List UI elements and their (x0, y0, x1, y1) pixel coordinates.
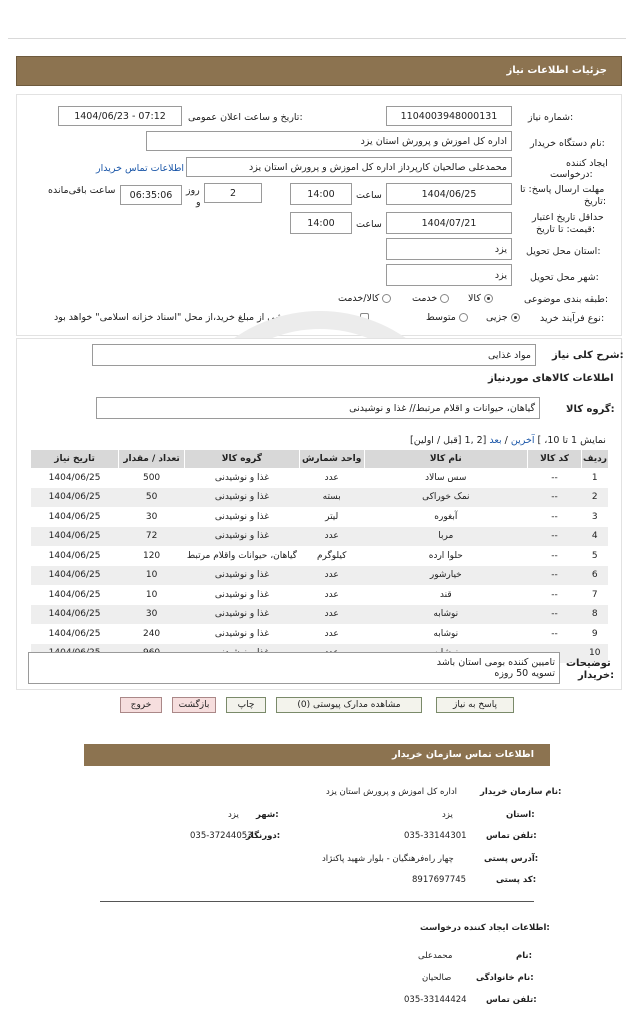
cell-row: 1 (591, 472, 598, 483)
cell-group: غذا و نوشیدنی (185, 527, 300, 547)
pagination-prev-first: [قبل / اولین] (410, 435, 462, 446)
creator-label-2: درخواست: (550, 169, 593, 180)
buyer-org-field: اداره کل اموزش و پرورش استان یزد (146, 131, 512, 151)
cell-unit: کیلوگرم (316, 550, 347, 561)
cell-date: 1404/06/25 (48, 628, 101, 639)
cell-code: -- (528, 488, 582, 508)
notes-label: توضیحات (566, 658, 611, 669)
validity-label-2: قیمت: تا تاریخ: (536, 224, 596, 235)
and-label: و (196, 197, 201, 208)
remaining-label: ساعت باقی‌مانده (48, 185, 116, 196)
cell-group: غذا و نوشیدنی (185, 488, 300, 508)
col-date: تاریخ نیاز (31, 450, 119, 468)
table-row (31, 605, 609, 625)
category-both-radio[interactable] (382, 294, 391, 303)
validity-date-field: 1404/07/21 (386, 212, 512, 234)
cell-unit: لیتر (325, 511, 339, 522)
cell-group: غذا و نوشیدنی (214, 628, 269, 639)
creator-name-label: نام: (516, 951, 533, 961)
deadline-time-field: 14:00 (290, 183, 352, 205)
cell-unit: عدد (299, 527, 364, 547)
city-label: شهر محل تحویل: (530, 272, 599, 283)
cell-unit: بسته (299, 488, 364, 508)
category-goods-option[interactable] (468, 293, 493, 304)
cell-unit: عدد (324, 589, 339, 600)
cell-row: 3 (591, 511, 598, 522)
contact-divider (100, 901, 534, 902)
creator-name: محمدعلی (418, 951, 453, 961)
cell-code: -- (551, 472, 558, 483)
cell-group: غذا و نوشیدنی (185, 605, 300, 625)
category-label: طبقه بندی موضوعی: (524, 294, 609, 305)
col-qty: تعداد / مقدار (119, 450, 185, 468)
process-label: نوع فرآیند خرید: (540, 313, 605, 324)
announce-label: تاریخ و ساعت اعلان عمومی: (188, 112, 303, 123)
days-field: 2 (204, 183, 262, 203)
cell-name: خیارشور (364, 566, 527, 586)
cell-qty: 10 (145, 589, 158, 600)
cell-code: -- (528, 566, 582, 586)
desc-label: شرح کلی نیاز: (552, 350, 624, 361)
contact-org: اداره کل اموزش و پرورش استان یزد (326, 787, 458, 797)
process-minor-radio[interactable] (511, 313, 520, 322)
category-both-label: کالا/خدمت (338, 293, 380, 304)
contact-org-label: نام سازمان خریدار: (480, 787, 562, 797)
contact-header (84, 744, 550, 766)
contact-info-link[interactable]: اطلاعات تماس خریدار (96, 163, 185, 174)
cell-qty: 120 (142, 550, 161, 561)
contact-province: یزد (442, 810, 453, 820)
cell-row: 9 (591, 628, 598, 639)
creator-phone-label: تلفن تماس: (486, 995, 537, 1005)
cell-unit: عدد (299, 605, 364, 625)
table-row (31, 468, 609, 488)
cell-row: 4 (582, 527, 608, 547)
page-title: جزئیات اطلاعات نیاز (506, 65, 607, 76)
contact-fax: 035-37244053 (190, 831, 253, 841)
cell-unit: عدد (324, 628, 339, 639)
items-table-wrap (30, 450, 608, 663)
cell-unit: عدد (324, 472, 339, 483)
table-row (31, 566, 609, 586)
col-code: کد کالا (528, 450, 582, 468)
cell-name: سس سالاد (425, 472, 467, 483)
announce-field: 1404/06/23 - 07:12 (58, 106, 182, 126)
process-medium-label: متوسط (426, 312, 456, 323)
category-service-radio[interactable] (440, 294, 449, 303)
pagination: نمایش 1 تا 10، ] آخرین / بعد [2 ,1 [قبل / اولین] (410, 435, 606, 446)
contact-fax-label: دورنگار: (246, 831, 281, 841)
notes-label-2: خریدار: (578, 670, 615, 681)
creator-label: ایجاد کننده (566, 158, 608, 169)
col-unit: واحد شمارش (299, 450, 364, 468)
creator-family-label: نام خانوادگی: (476, 973, 534, 983)
print-button[interactable]: چاپ (226, 697, 266, 713)
contact-city: یزد (228, 810, 239, 820)
cell-date: 1404/06/25 (48, 511, 101, 522)
days-label: روز (186, 185, 200, 196)
cell-date: 1404/06/25 (48, 472, 101, 483)
cell-date: 1404/06/25 (31, 566, 119, 586)
col-group: گروه کالا (185, 450, 300, 468)
table-row (31, 585, 609, 605)
contact-province-label: استان: (506, 810, 535, 820)
cell-date: 1404/06/25 (31, 605, 119, 625)
cell-unit: عدد (299, 566, 364, 586)
pagination-last[interactable]: آخرین (510, 435, 535, 446)
category-service-option[interactable] (412, 293, 449, 304)
table-header-row (31, 450, 609, 468)
col-row: ردیف (582, 450, 608, 468)
cell-row: 8 (582, 605, 608, 625)
cell-qty: 30 (119, 605, 185, 625)
back-button[interactable]: بازگشت (172, 697, 216, 713)
contact-city-label: شهر: (256, 810, 279, 820)
payment-note: پرداخت تمام یا بخشی از مبلغ خرید،از محل "اسناد خزانه اسلامی" خواهد بود. (54, 312, 357, 323)
pagination-pages: [2 ,1 (464, 435, 487, 446)
deadline-time-label: ساعت (356, 190, 382, 201)
cell-qty: 500 (142, 472, 161, 483)
cell-row: 6 (582, 566, 608, 586)
category-goods-radio[interactable] (484, 294, 493, 303)
cell-code: -- (551, 589, 558, 600)
table-row (31, 546, 609, 566)
cell-code: -- (551, 550, 558, 561)
deadline-label-2: تاریخ: (584, 196, 607, 207)
table-row (31, 624, 609, 644)
category-both-option[interactable] (338, 293, 391, 304)
cell-date: 1404/06/25 (48, 550, 101, 561)
contact-title: اطلاعات تماس سازمان خریدار (391, 749, 534, 760)
exit-button[interactable]: خروج (120, 697, 162, 713)
group-field: گیاهان، حیوانات و اقلام مرتبط// غذا و نوشیدنی (96, 397, 540, 419)
col-name: نام کالا (364, 450, 527, 468)
cell-code: -- (551, 628, 558, 639)
cell-group: غذا و نوشیدنی (185, 566, 300, 586)
table-row (31, 507, 609, 527)
contact-postal-label: کد پستی: (496, 875, 537, 885)
validity-time-label: ساعت (356, 219, 382, 230)
cell-code: -- (551, 511, 558, 522)
cell-name: حلوا ارده (428, 550, 463, 561)
cell-group: غذا و نوشیدنی (214, 589, 269, 600)
attachments-button[interactable]: مشاهده مدارک پیوستی (0) (276, 697, 422, 713)
notes-box (28, 652, 560, 684)
cell-qty: 30 (145, 511, 158, 522)
cell-code: -- (528, 605, 582, 625)
category-goods-label: کالا (468, 293, 481, 304)
goods-info-title: اطلاعات کالاهای موردنیاز (488, 373, 614, 384)
contact-postal: 8917697745 (412, 875, 467, 885)
cell-group: غذا و نوشیدنی (214, 472, 269, 483)
creator-family: صالحیان (422, 973, 452, 983)
cell-name: مربا (364, 527, 527, 547)
cell-qty: 72 (119, 527, 185, 547)
reply-button[interactable]: پاسخ به نیاز (436, 697, 514, 713)
cell-qty: 240 (142, 628, 161, 639)
deadline-date-field: 1404/06/25 (386, 183, 512, 205)
buyer-org-label: نام دستگاه خریدار: (530, 138, 605, 149)
cell-qty: 50 (119, 488, 185, 508)
table-row (31, 527, 609, 547)
cell-date: 1404/06/25 (31, 488, 119, 508)
cell-qty: 10 (119, 566, 185, 586)
cell-code: -- (528, 527, 582, 547)
desc-field: مواد غذایی (92, 344, 536, 366)
cell-row: 5 (591, 550, 598, 561)
notes-line-1: تامیین کننده بومی استان باشد (436, 657, 555, 668)
need-number-field: 1104003948000131 (386, 106, 512, 126)
cell-group: گیاهان، حیوانات واقلام مرتبط (186, 550, 297, 561)
cell-name: آبغوره (434, 511, 458, 522)
cell-name: قند (439, 589, 452, 600)
cell-row: 2 (582, 488, 608, 508)
page-header (16, 56, 622, 86)
validity-time-field: 14:00 (290, 212, 352, 234)
items-table (30, 450, 608, 663)
category-service-label: خدمت (412, 293, 438, 304)
creator-info-title: اطلاعات ایجاد کننده درخواست: (420, 923, 550, 933)
pagination-next[interactable]: بعد (489, 435, 502, 446)
cell-date: 1404/06/25 (48, 589, 101, 600)
cell-name: نوشابه (433, 628, 459, 639)
creator-phone: 035-33144424 (404, 995, 467, 1005)
process-minor-label: جزیی (486, 312, 508, 323)
cell-date: 1404/06/25 (31, 527, 119, 547)
province-field: یزد (386, 238, 512, 260)
need-number-label: شماره نیاز: (528, 112, 574, 123)
contact-phone: 035-33144301 (404, 831, 467, 841)
top-divider (8, 38, 626, 39)
process-minor-option[interactable] (486, 312, 520, 323)
pagination-showing: نمایش 1 تا 10، (544, 435, 606, 446)
remaining-time-field: 06:35:06 (120, 185, 182, 205)
validity-label: حداقل تاریخ اعتبار (532, 212, 604, 223)
contact-phone-label: تلفن تماس: (486, 831, 537, 841)
cell-group: غذا و نوشیدنی (214, 511, 269, 522)
contact-address-label: آدرس پستی: (484, 854, 539, 864)
province-label: استان محل تحویل: (526, 246, 601, 257)
creator-field: محمدعلی صالحیان کارپرداز اداره کل اموزش و پرورش استان یزد (186, 157, 512, 177)
table-row (31, 488, 609, 508)
notes-line-2: تسویه 50 روزه (494, 668, 555, 679)
contact-address: چهار راه‌فرهنگیان - بلوار شهید پاکنژاد (322, 854, 454, 864)
city-field: یزد (386, 264, 512, 286)
cell-row: 10 (582, 644, 608, 664)
cell-name: نوشابه (364, 605, 527, 625)
cell-row: 7 (591, 589, 598, 600)
cell-name: نمک خوراکی (364, 488, 527, 508)
deadline-label: مهلت ارسال پاسخ: تا (520, 184, 605, 195)
group-label: گروه کالا: (566, 404, 615, 415)
